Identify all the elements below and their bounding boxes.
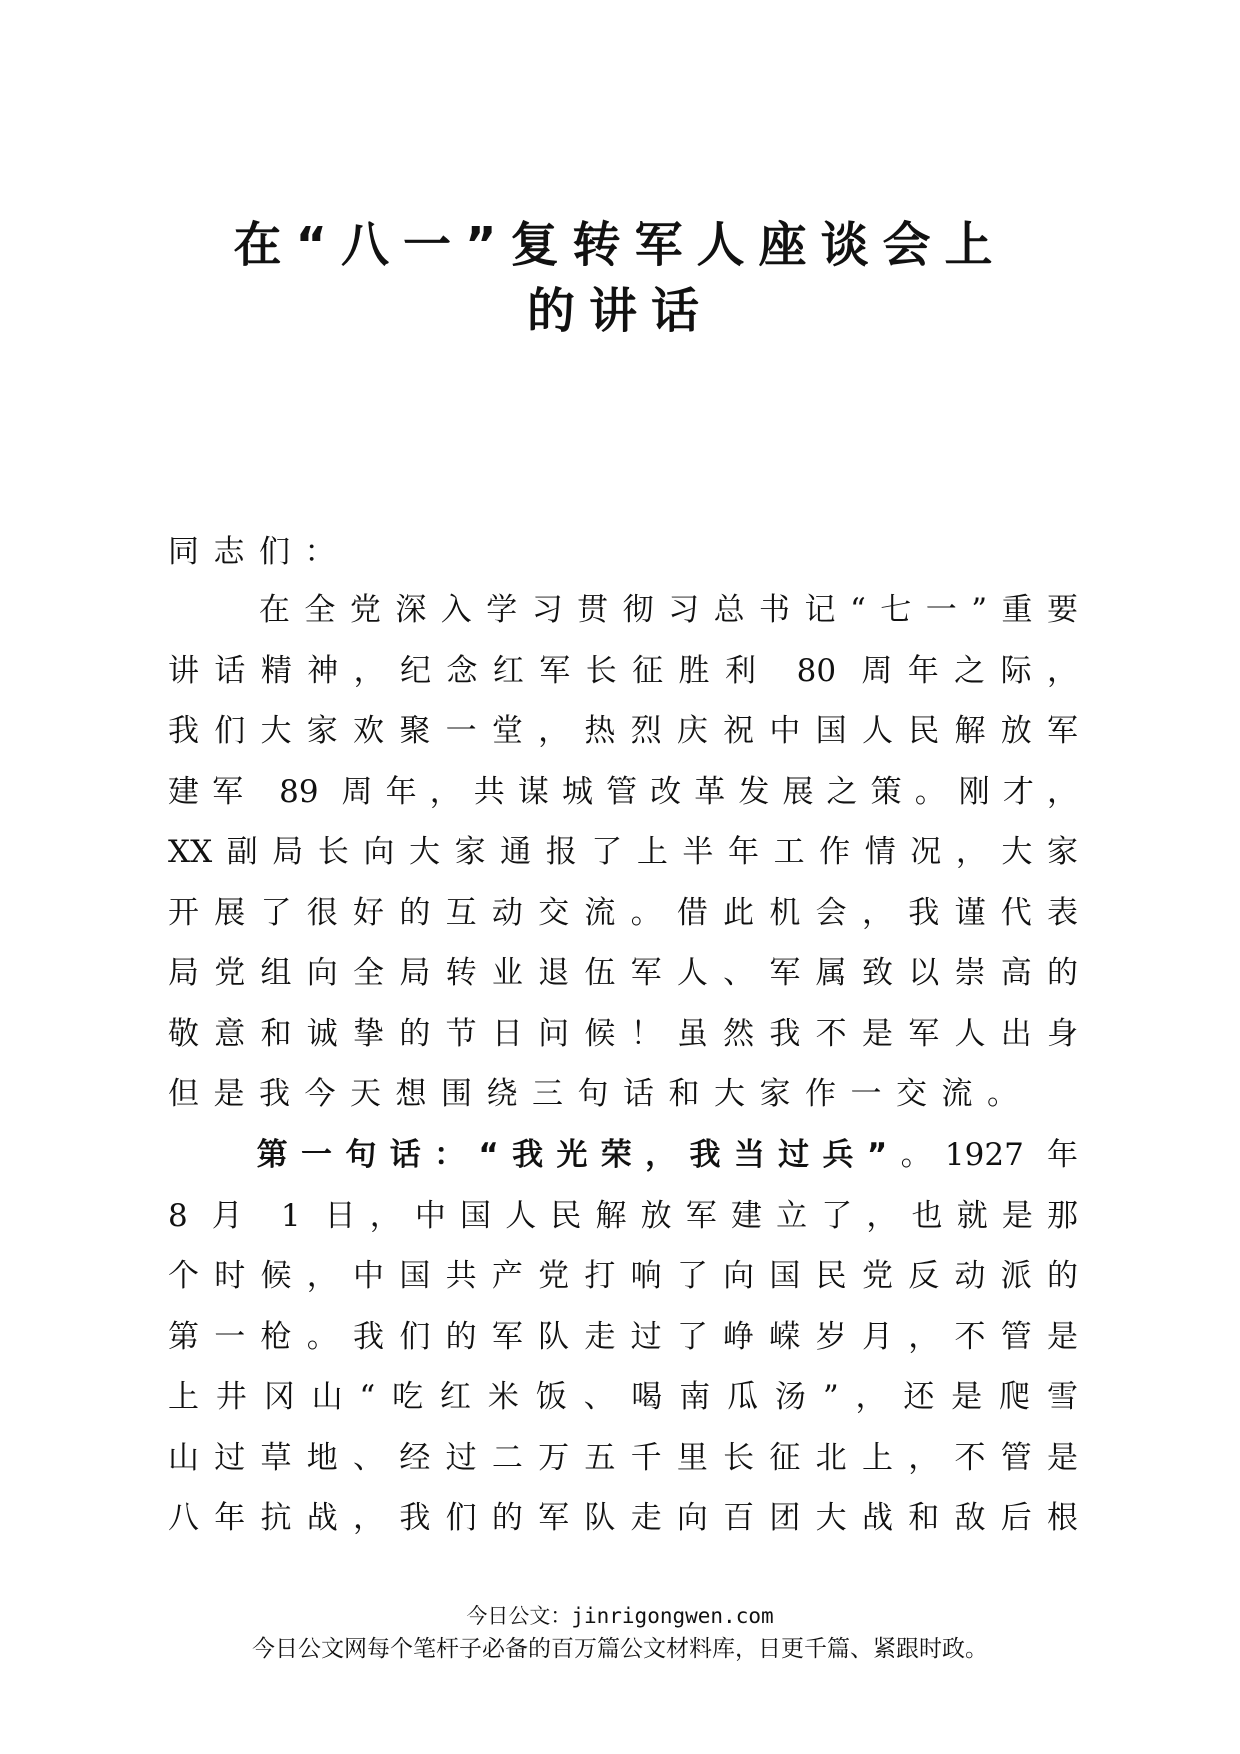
paragraph-1-line: 但是我今天想围绕三句话和大家作一交流。 xyxy=(168,1076,1033,1112)
paragraph-1-line: 敬意和诚挚的节日问候！虽然我不是军人出身 xyxy=(168,1015,1078,1052)
document-title-line-1: 在“八一”复转军人座谈会上 xyxy=(233,217,1007,273)
footer-source xyxy=(0,1600,1240,1630)
paragraph-1-line: XX副局长向大家通报了上半年工作情况，大家 xyxy=(168,834,1078,870)
paragraph-1 xyxy=(168,580,1088,1125)
paragraph-2-line: 第一枪。我们的军队走过了峥嵘岁月，不管是 xyxy=(168,1318,1078,1355)
greeting: 同志们： xyxy=(168,534,350,570)
paragraph-2-line: 个时候，中国共产党打响了向国民党反动派的 xyxy=(168,1258,1078,1294)
paragraph-1-line: 局党组向全局转业退伍军人、军属致以崇高的 xyxy=(168,955,1078,991)
paragraph-1-line: 开展了很好的互动交流。借此机会，我谨代表 xyxy=(168,894,1078,931)
paragraph-1-line: 我们大家欢聚一堂，热烈庆祝中国人民解放军 xyxy=(168,713,1078,749)
paragraph-2-line: 上井冈山“吃红米饭、喝南瓜汤”，还是爬雪 xyxy=(168,1379,1078,1415)
paragraph-2 xyxy=(168,1125,1088,1549)
paragraph-1-line: 讲话精神，纪念红军长征胜利 80 周年之际， xyxy=(168,652,1078,689)
paragraph-2-line: 八年抗战，我们的军队走向百团大战和敌后根 xyxy=(168,1500,1078,1536)
paragraph-2-line: 8 月 1 日，中国人民解放军建立了，也就是那 xyxy=(168,1197,1078,1234)
paragraph-2-line: 山过草地、经过二万五千里长征北上，不管是 xyxy=(168,1439,1078,1476)
footer-site-link[interactable]: jinrigongwen.com xyxy=(571,1604,774,1628)
footer-label: 今日公文： xyxy=(466,1604,572,1628)
section-heading-tail: 。1927 年 xyxy=(887,1137,1079,1173)
paragraph-1-line: 建军 89 周年，共谋城管改革发展之策。刚才， xyxy=(168,773,1078,810)
document-title-line-2: 的讲话 xyxy=(526,283,713,339)
section-heading: 第一句话：“我光荣，我当过兵” xyxy=(168,1137,888,1173)
paragraph-1-line: 在全党深入学习贯彻习总书记“七一”重要 xyxy=(168,592,1078,628)
paragraph-2-heading-line xyxy=(168,1125,1078,1186)
footer-slogan: 今日公文网每个笔杆子必备的百万篇公文材料库，日更千篇、紧跟时政。 xyxy=(252,1636,988,1662)
